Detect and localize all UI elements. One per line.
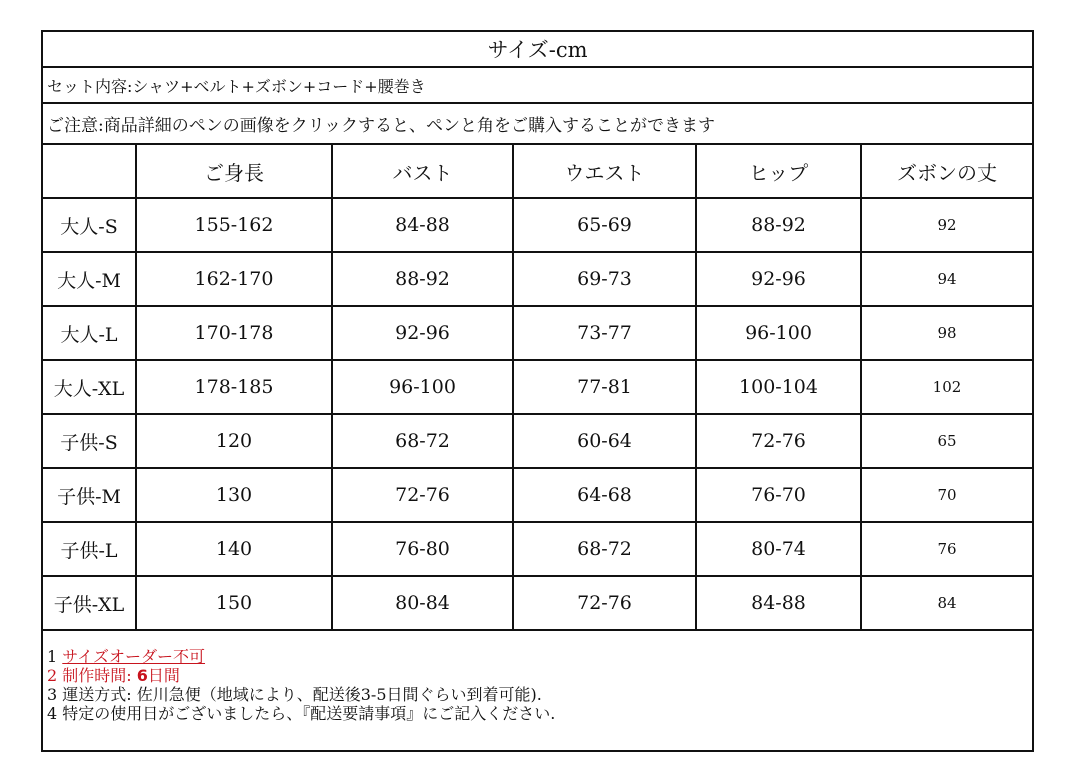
header-cell (43, 145, 136, 198)
table-cell: 72-76 (513, 576, 696, 630)
table-cell: 72-76 (332, 468, 513, 522)
table-row (43, 252, 1032, 306)
table-cell: 76-70 (696, 468, 861, 522)
table-row (43, 306, 1032, 360)
table-row (43, 360, 1032, 414)
table-cell: 84-88 (696, 576, 861, 630)
table-cell: 96-100 (332, 360, 513, 414)
table-cell: 155-162 (136, 198, 332, 252)
table-cell: 92 (861, 198, 1032, 252)
size-label-cell: 子供-XL (43, 576, 136, 630)
notes-section (43, 633, 1032, 750)
note-3: 3 運送方式: 佐川急便（地域により、配送後3-5日間ぐらい到着可能). (47, 685, 542, 704)
table-cell: 162-170 (136, 252, 332, 306)
table-cell: 170-178 (136, 306, 332, 360)
table-cell: 98 (861, 306, 1032, 360)
table-cell: 73-77 (513, 306, 696, 360)
table-header-row (43, 145, 1032, 198)
table-cell: 102 (861, 360, 1032, 414)
header-cell: ズボンの丈 (861, 145, 1032, 198)
table-cell: 94 (861, 252, 1032, 306)
purchase-notice: ご注意:商品詳細のペンの画像をクリックすると、ペンと角をご購入することができます (43, 104, 1032, 145)
table-cell: 76 (861, 522, 1032, 576)
table-row (43, 198, 1032, 252)
size-label-cell: 子供-M (43, 468, 136, 522)
table-cell: 92-96 (696, 252, 861, 306)
table-row (43, 414, 1032, 468)
table-row (43, 468, 1032, 522)
table-cell: 140 (136, 522, 332, 576)
table-cell: 150 (136, 576, 332, 630)
table-row (43, 522, 1032, 576)
table-cell: 84 (861, 576, 1032, 630)
table-cell: 178-185 (136, 360, 332, 414)
note-2 (47, 666, 1032, 685)
header-cell: ご身長 (136, 145, 332, 198)
note-1-number: 1 (47, 647, 58, 666)
size-label-cell: 大人-XL (43, 360, 136, 414)
table-cell: 96-100 (696, 306, 861, 360)
table-cell: 60-64 (513, 414, 696, 468)
table-cell: 80-74 (696, 522, 861, 576)
header-cell: ウエスト (513, 145, 696, 198)
table-cell: 65-69 (513, 198, 696, 252)
size-label-cell: 大人-S (43, 198, 136, 252)
note-2-unit: 日間 (147, 666, 180, 685)
table-cell: 68-72 (332, 414, 513, 468)
table-cell: 64-68 (513, 468, 696, 522)
table-cell: 68-72 (513, 522, 696, 576)
note-1 (47, 647, 1032, 666)
header-cell: ヒップ (696, 145, 861, 198)
header-cell: バスト (332, 145, 513, 198)
size-label-cell: 子供-L (43, 522, 136, 576)
table-cell: 120 (136, 414, 332, 468)
size-label-cell: 大人-L (43, 306, 136, 360)
table-cell: 88-92 (332, 252, 513, 306)
table-cell: 72-76 (696, 414, 861, 468)
table-cell: 70 (861, 468, 1032, 522)
size-label-cell: 子供-S (43, 414, 136, 468)
note-2-label: 制作時間: (62, 666, 132, 685)
table-cell: 69-73 (513, 252, 696, 306)
table-cell: 88-92 (696, 198, 861, 252)
table-row (43, 576, 1032, 630)
table-cell: 84-88 (332, 198, 513, 252)
table-cell: 76-80 (332, 522, 513, 576)
note-4: 4 特定の使用日がございましたら、『配送要請事項』にご記入ください. (47, 704, 556, 723)
table-cell: 130 (136, 468, 332, 522)
table-cell: 80-84 (332, 576, 513, 630)
note-1-text: サイズオーダー不可 (62, 647, 206, 666)
table-cell: 92-96 (332, 306, 513, 360)
note-2-value: 6 (136, 666, 148, 685)
note-2-number: 2 (47, 666, 58, 685)
size-table (43, 145, 1032, 631)
size-chart-sheet (41, 30, 1034, 752)
table-cell: 65 (861, 414, 1032, 468)
size-label-cell: 大人-M (43, 252, 136, 306)
chart-title: サイズ-cm (43, 32, 1032, 68)
table-cell: 77-81 (513, 360, 696, 414)
set-contents: セット内容:シャツ+ベルト+ズボン+コード+腰巻き (43, 68, 1032, 104)
table-cell: 100-104 (696, 360, 861, 414)
